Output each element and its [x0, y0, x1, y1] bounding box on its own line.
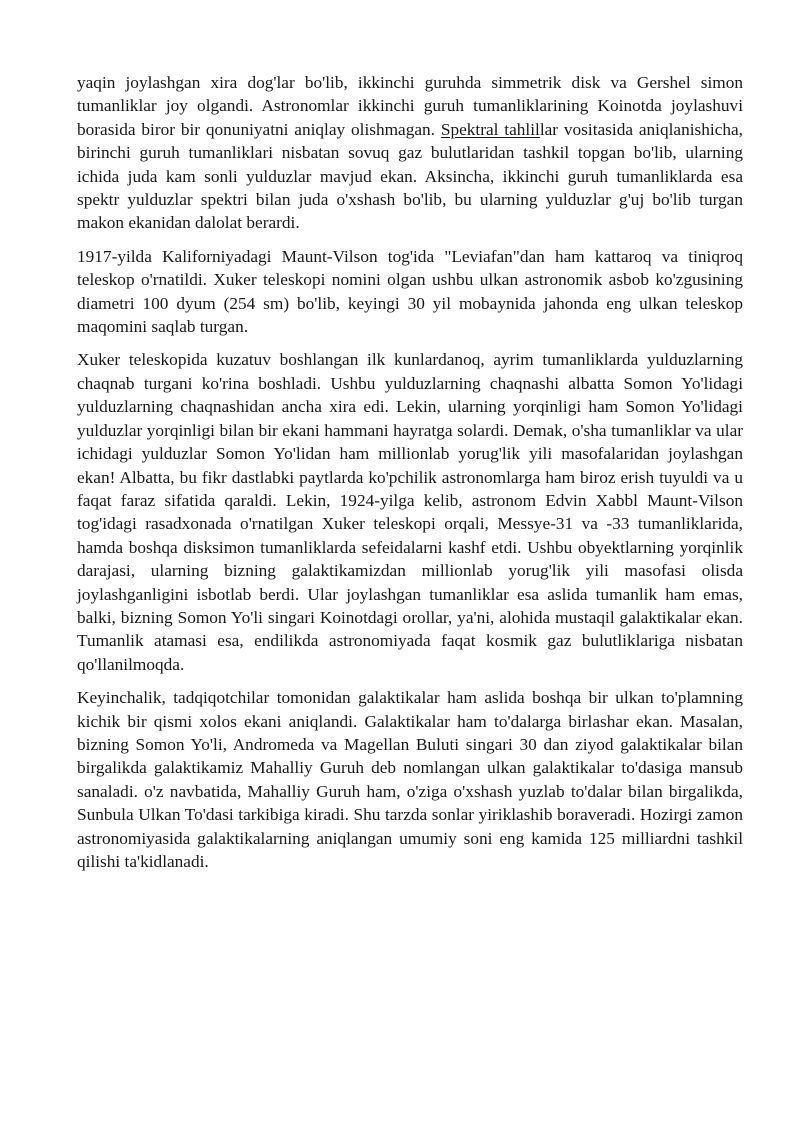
paragraph-galaxy-clusters: Keyinchalik, tadqiqotchilar tomonidan galaktikalar ham aslida boshqa bir ulkan to'plamning kichik bir qismi xolos ekani aniqlandi. Galaktikalar ham to'dalarga birlashar ekan. Masalan, bizning Somon Yo'li, Andromeda va Magellan Buluti singari 30 dan ziyod galaktikalar bilan birgalikda galaktikamiz Mahalliy Guruh deb nomlangan ulkan galaktikalar to'dasiga mansub sanaladi. o'z navbatida, Mahalliy Guruh ham, o'ziga o'xshash yuzlab to'dalar bilan birgalikda, Sunbula Ulkan To'dasi tarkibiga kiradi. Shu tarzda sonlar yiriklashib boraveradi. Hozirgi zamon astronomiyasida galaktikalarning aniqlangan umumiy soni eng kamida 125 milliardni tashkil qilishi ta'kidlanadi. — [77, 688, 743, 871]
paragraph-text: yaqin joylashgan xira dog'lar bo'lib, ikkinchi guruhda simmetrik disk va Gershel simon tumanliklar joy olgandi. Astronomlar ikkinchi guruh tumanliklarining Koinotda joylashuvi borasida biror bir qonuniyatni aniqlay olishmagan. — [77, 73, 743, 139]
paragraph-hooker-telescope: 1917-yilda Kaliforniyadagi Maunt-Vilson tog'ida "Leviafan"dan ham kattaroq va tiniqroq teleskop o'rnatildi. Xuker teleskopi nomini olgan ushbu ulkan astronomik asbob ko'zgusining diametri 100 dyum (254 sm) bo'lib, keyingi 30 yil mobaynida jahonda eng ulkan teleskop maqomini saqlab turgan. — [77, 246, 743, 337]
spectral-analysis-link[interactable]: Spektral tahlil — [440, 119, 540, 139]
paragraph-hubble-discovery: Xuker teleskopida kuzatuv boshlangan ilk kunlardanoq, ayrim tumanliklarda yulduzlarning chaqnab turgani ko'rina boshladi. Ushbu yulduzlarning chaqnashi albatta Somon Yo'lidagi yulduzlarning chaqnashidan ancha xira edi. Lekin, ularning yorqinligi ham Somon Yo'lidagi yulduzlar yorqinligi bilan bir ekani hammani hayratga solardi. Demak, o'sha tumanliklar va ular ichidagi yulduzlar Somon Yo'lidan ham millionlab yorug'lik yili masofalaridan joylashgan ekan! Albatta, bu fikr dastlabki paytlarda ko'pchilik astronomlarga ham biroz erish tuyuldi va u faqat faraz sifatida qaraldi. Lekin, 1924-yilga kelib, astronom Edvin Xabbl Maunt-Vilson tog'idagi rasadxonada o'rnatilgan Xuker teleskopi orqali, Messye-31 va -33 tumanliklarida, hamda boshqa disksimon tumanliklarda sefeidalarni kashf etdi. Ushbu obyektlarning yorqinlik darajasi, ularning bizning galaktikamizdan millionlab yorug'lik yili masofasi olisda joylashganligini isbotlab berdi. Ular joylashgan tumanliklar esa aslida tumanlik ham emas, balki, bizning Somon Yo'li singari Koinotdagi orollar, ya'ni, alohida mustaqil galaktikalar ekan. Tumanlik atamasi esa, endilikda astronomiyada faqat kosmik gaz bulutliklariga nisbatan qo'llanilmoqda. — [77, 350, 743, 674]
paragraph-nebula-groups — [77, 71, 743, 235]
document-body — [77, 71, 743, 883]
paragraph-text: lar vositasida aniqlanishicha, birinchi guruh tumanliklari nisbatan sovuq gaz bulutlaridan tashkil topgan bo'lib, ularning ichida juda kam sonli yulduzlar mavjud ekan. Aksincha, ikkinchi guruh tumanliklarda esa spektr yulduzlar spektri bilan juda o'xshash bo'lib, bu ularning yulduzlar g'uj bo'lib turgan makon ekanidan dalolat berardi. — [77, 119, 744, 233]
